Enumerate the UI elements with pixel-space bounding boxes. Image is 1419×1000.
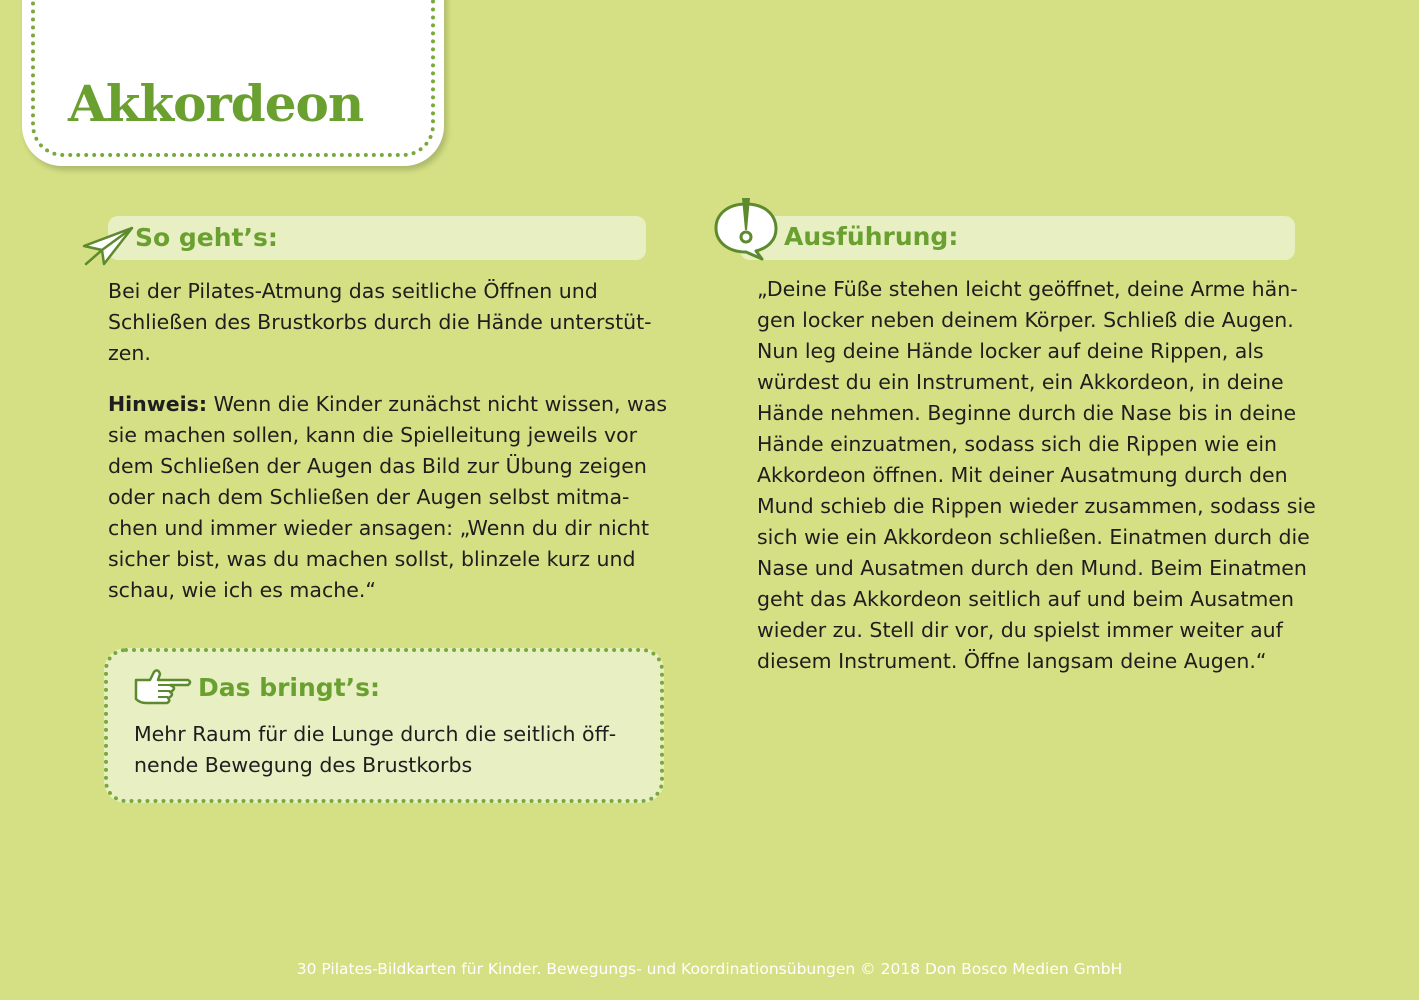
execution-line: „Deine Füße stehen leicht geöffnet, deine Arme hän- xyxy=(757,277,1298,301)
execution-line: diesem Instrument. Öffne langsam deine Augen.“ xyxy=(757,649,1267,673)
execution-line: sich wie ein Akkordeon schließen. Einatmen durch die xyxy=(757,525,1310,549)
execution-line: Mund schieb die Rippen wieder zusammen, sodass sie xyxy=(757,494,1316,518)
execution-line: Nase und Ausatmen durch den Mund. Beim Einatmen xyxy=(757,556,1307,580)
copyright-footer: 30 Pilates-Bildkarten für Kinder. Bewegungs- und Koordinationsübungen © 2018 Don Bosco Medien GmbH xyxy=(296,960,1123,978)
paper-plane-icon xyxy=(82,224,136,268)
hint-line: dem Schließen der Augen das Bild zur Übung zeigen xyxy=(108,454,647,478)
how-line: zen. xyxy=(108,341,151,365)
exclamation-speech-bubble-icon xyxy=(712,196,780,262)
hint-label: Hinweis: xyxy=(108,392,208,416)
execution-line: würdest du ein Instrument, ein Akkordeon, in deine xyxy=(757,370,1284,394)
execution-line: Hände nehmen. Beginne durch die Nase bis in deine xyxy=(757,401,1297,425)
how-description xyxy=(108,276,652,369)
hint-line: oder nach dem Schließen der Augen selbst mitma- xyxy=(108,485,630,509)
benefit-line: Mehr Raum für die Lunge durch die seitlich öff- xyxy=(134,722,617,746)
hint-paragraph xyxy=(108,389,667,606)
execution-line: Akkordeon öffnen. Mit deiner Ausatmung durch den xyxy=(757,463,1288,487)
execution-line: gen locker neben deinem Körper. Schließ die Augen. xyxy=(757,308,1294,332)
pointing-hand-icon xyxy=(132,666,194,708)
hint-line xyxy=(108,389,667,420)
benefit-heading: Das bringt’s: xyxy=(198,673,381,702)
benefit-line: nende Bewegung des Brustkorbs xyxy=(134,753,473,777)
execution-line: Hände einzuatmen, sodass sich die Rippen wie ein xyxy=(757,432,1278,456)
page-title: Akkordeon xyxy=(68,74,364,133)
hint-first-line: Wenn die Kinder zunächst nicht wissen, was xyxy=(207,392,668,416)
how-line: Bei der Pilates-Atmung das seitliche Öffnen und xyxy=(108,279,598,303)
hint-line: chen und immer wieder ansagen: „Wenn du dir nicht xyxy=(108,516,650,540)
execution-line: Nun leg deine Hände locker auf deine Rippen, als xyxy=(757,339,1264,363)
execution-line: wieder zu. Stell dir vor, du spielst immer weiter auf xyxy=(757,618,1283,642)
benefit-description xyxy=(134,719,616,781)
execution-description xyxy=(757,274,1316,677)
how-line: Schließen des Brustkorbs durch die Hände unterstüt- xyxy=(108,310,652,334)
how-heading: So geht’s: xyxy=(135,223,278,252)
execution-heading: Ausführung: xyxy=(784,222,959,251)
hint-line: schau, wie ich es mache.“ xyxy=(108,578,376,602)
hint-line: sicher bist, was du machen sollst, blinzele kurz und xyxy=(108,547,636,571)
hint-line: sie machen sollen, kann die Spielleitung jeweils vor xyxy=(108,423,638,447)
execution-line: geht das Akkordeon seitlich auf und beim Ausatmen xyxy=(757,587,1294,611)
